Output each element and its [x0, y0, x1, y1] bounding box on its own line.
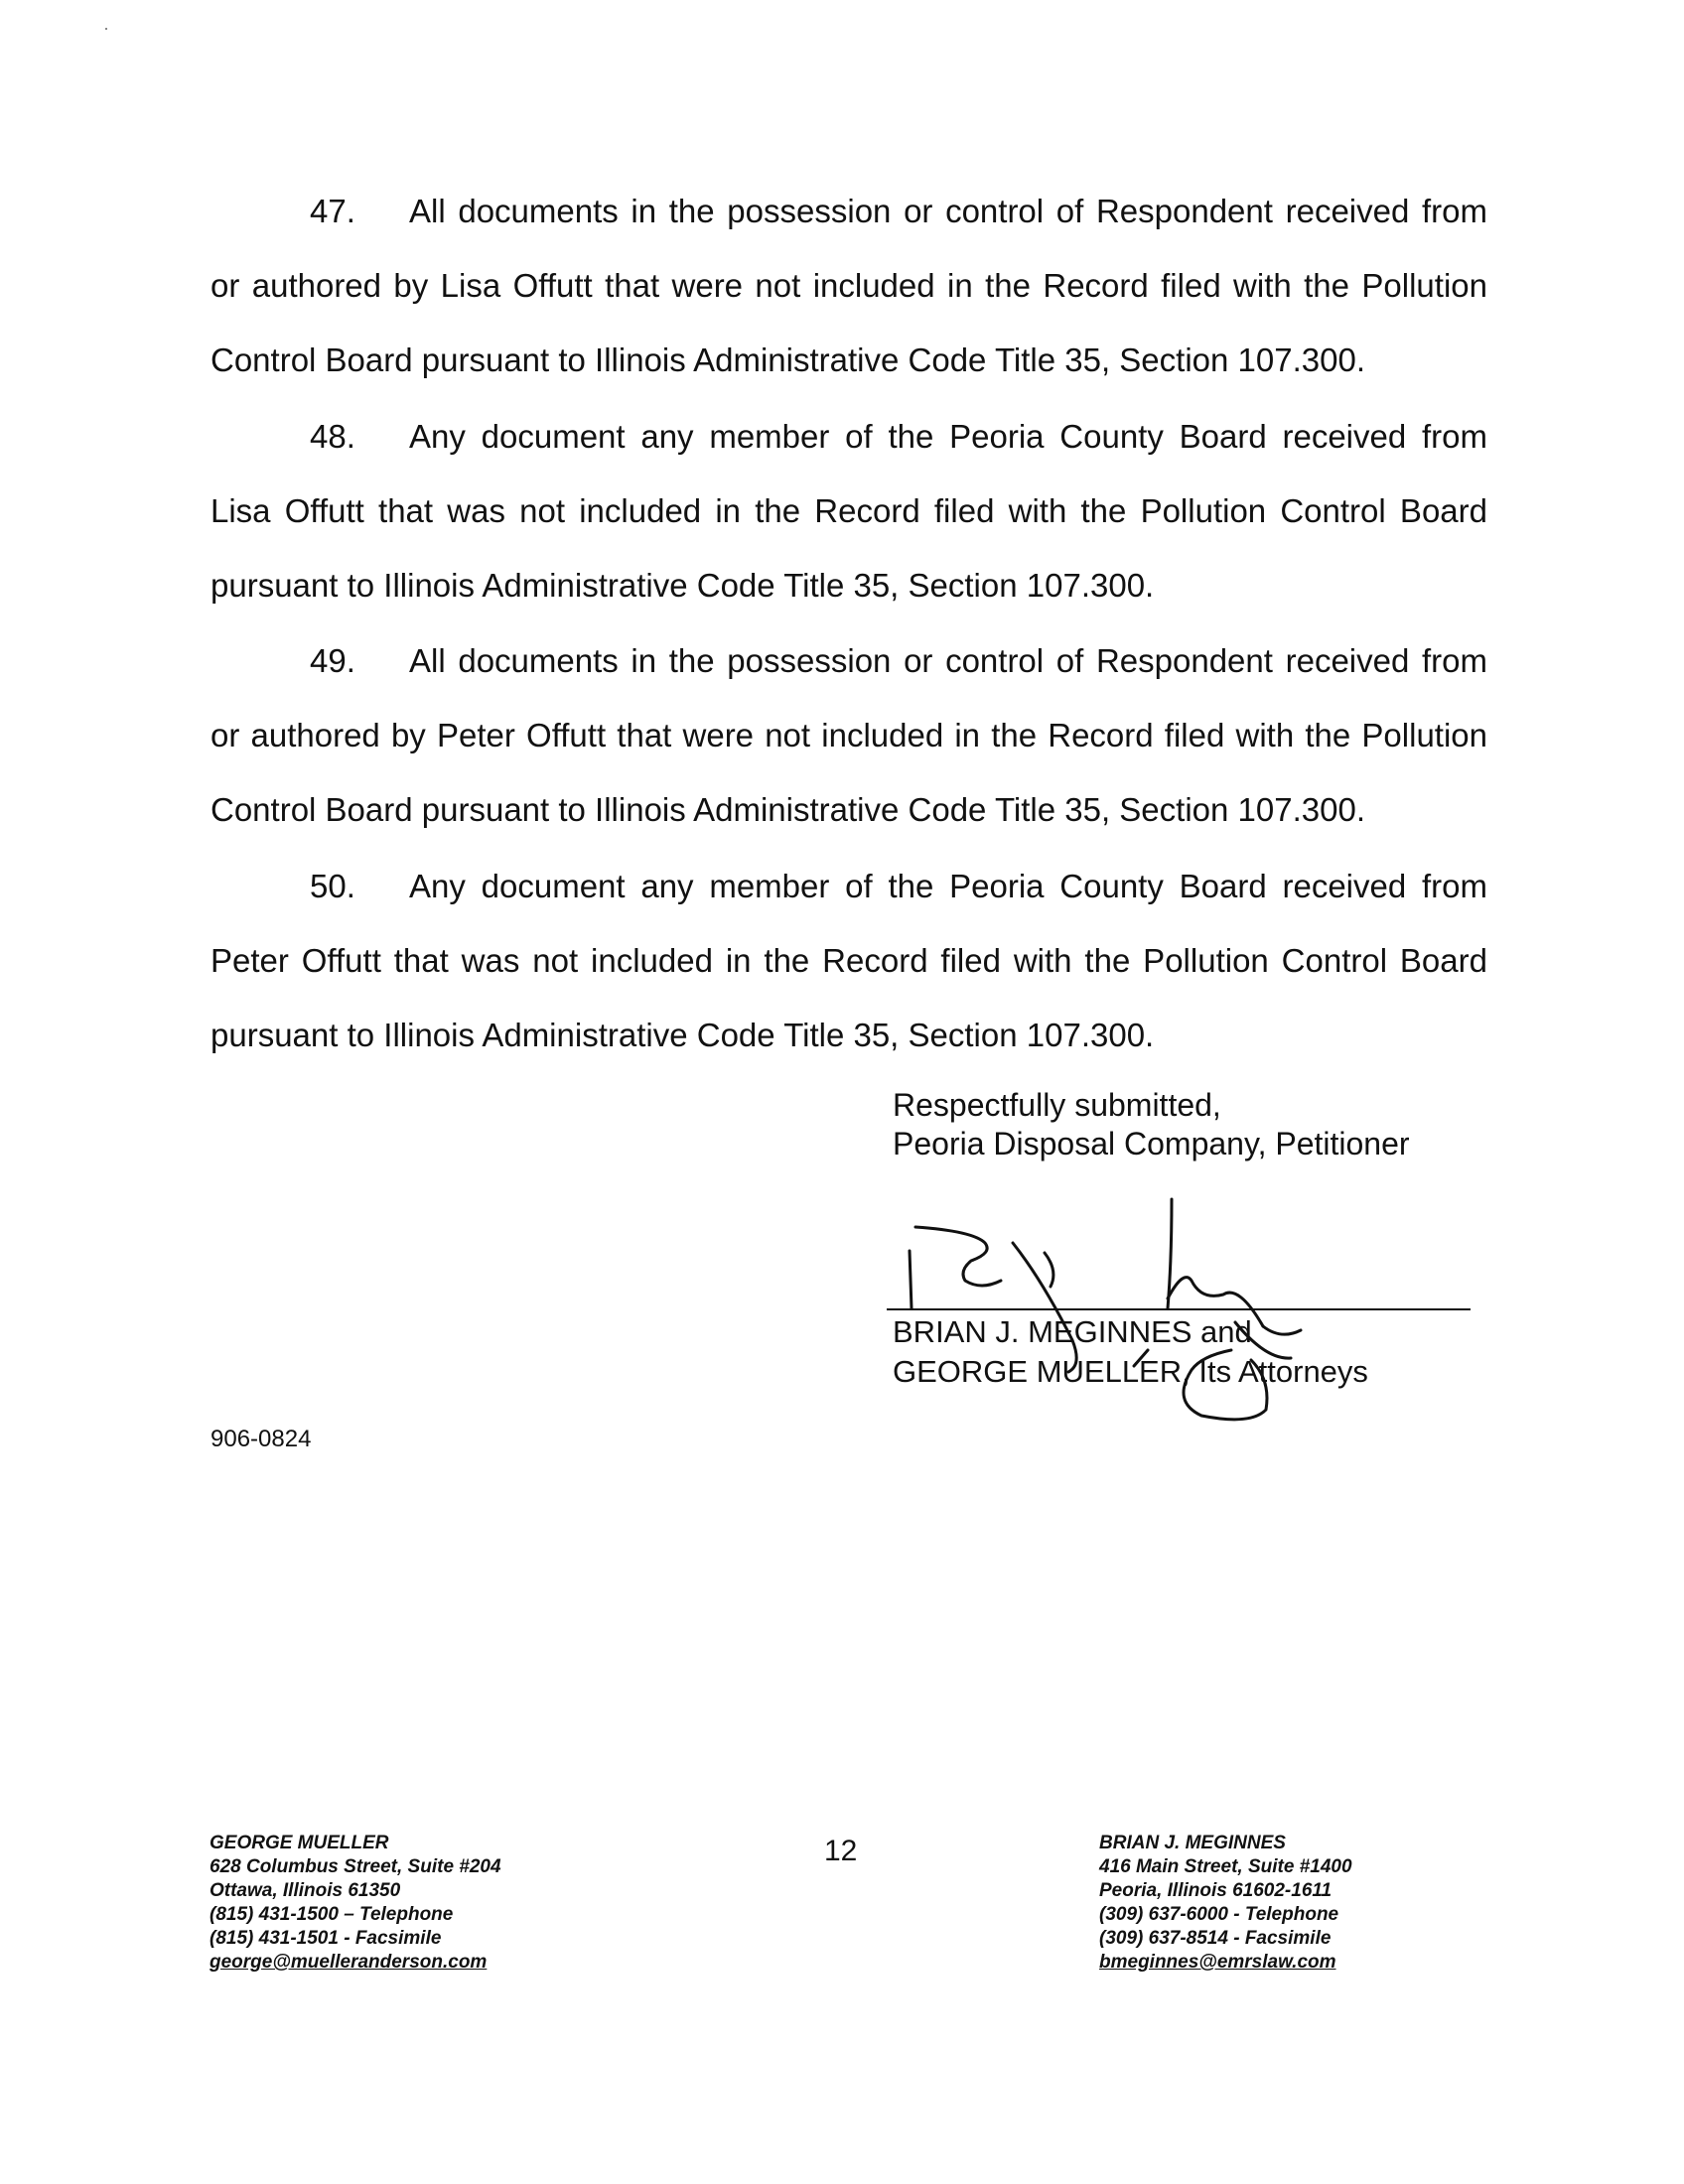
paragraph-47 [210, 174, 1487, 397]
petitioner-line: Peoria Disposal Company, Petitioner [893, 1126, 1410, 1161]
closing-block [893, 1086, 1410, 1163]
attorney-fax: (309) 637-8514 - Facsimile [1099, 1928, 1332, 1949]
paragraph-48 [210, 399, 1487, 622]
signer-role: GEORGE MUELLER, Its Attorneys [893, 1354, 1368, 1389]
attorney-email-link[interactable]: bmeginnes@emrslaw.com [1099, 1952, 1336, 1973]
handwritten-signature [874, 1191, 1390, 1459]
attorney-street: 416 Main Street, Suite #1400 [1099, 1856, 1352, 1877]
attorney-street: 628 Columbus Street, Suite #204 [210, 1856, 501, 1877]
attorney-name: BRIAN J. MEGINNES [1099, 1833, 1286, 1853]
paragraph-number: 48. [310, 418, 355, 455]
paragraph-50 [210, 849, 1487, 1072]
attorney-name: GEORGE MUELLER [210, 1833, 389, 1853]
footer-right-address [1099, 1832, 1352, 1975]
paragraph-text: Any document any member of the Peoria County Board received from Peter Offutt that was not included in the Record filed with the Pollution Control Board pursuant to Illinois Administrative Code Title 35, Section 107.300. [210, 868, 1487, 1053]
attorney-phone: (309) 637-6000 - Telephone [1099, 1904, 1339, 1925]
document-number: 906-0824 [210, 1426, 312, 1452]
footer-left-address [210, 1832, 501, 1975]
paragraph-number: 49. [310, 642, 355, 679]
paragraph-text: All documents in the possession or control of Respondent received from or authored by Lisa Offutt that were not included in the Record filed with the Pollution Control Board pursuant to Illinois Administrative Code Title 35, Section 107.300. [210, 193, 1487, 378]
paragraph-number: 50. [310, 868, 355, 904]
attorney-phone: (815) 431-1500 – Telephone [210, 1904, 454, 1925]
paragraph-number: 47. [310, 193, 355, 229]
page-number: 12 [824, 1835, 858, 1867]
closing-line: Respectfully submitted, [893, 1087, 1221, 1123]
scan-speck [105, 28, 107, 30]
attorney-email-link[interactable]: george@muelleranderson.com [210, 1952, 488, 1973]
signer-names: BRIAN J. MEGINNES and [893, 1314, 1252, 1349]
paragraph-text: All documents in the possession or control of Respondent received from or authored by Peter Offutt that were not included in the Record filed with the Pollution Control Board pursuant to Illinois Administrative Code Title 35, Section 107.300. [210, 642, 1487, 828]
attorney-fax: (815) 431-1501 - Facsimile [210, 1928, 442, 1949]
attorney-city: Peoria, Illinois 61602-1611 [1099, 1880, 1333, 1901]
paragraph-text: Any document any member of the Peoria County Board received from Lisa Offutt that was not included in the Record filed with the Pollution Control Board pursuant to Illinois Administrative Code Title 35, Section 107.300. [210, 418, 1487, 604]
paragraph-49 [210, 623, 1487, 847]
attorney-city: Ottawa, Illinois 61350 [210, 1880, 401, 1901]
